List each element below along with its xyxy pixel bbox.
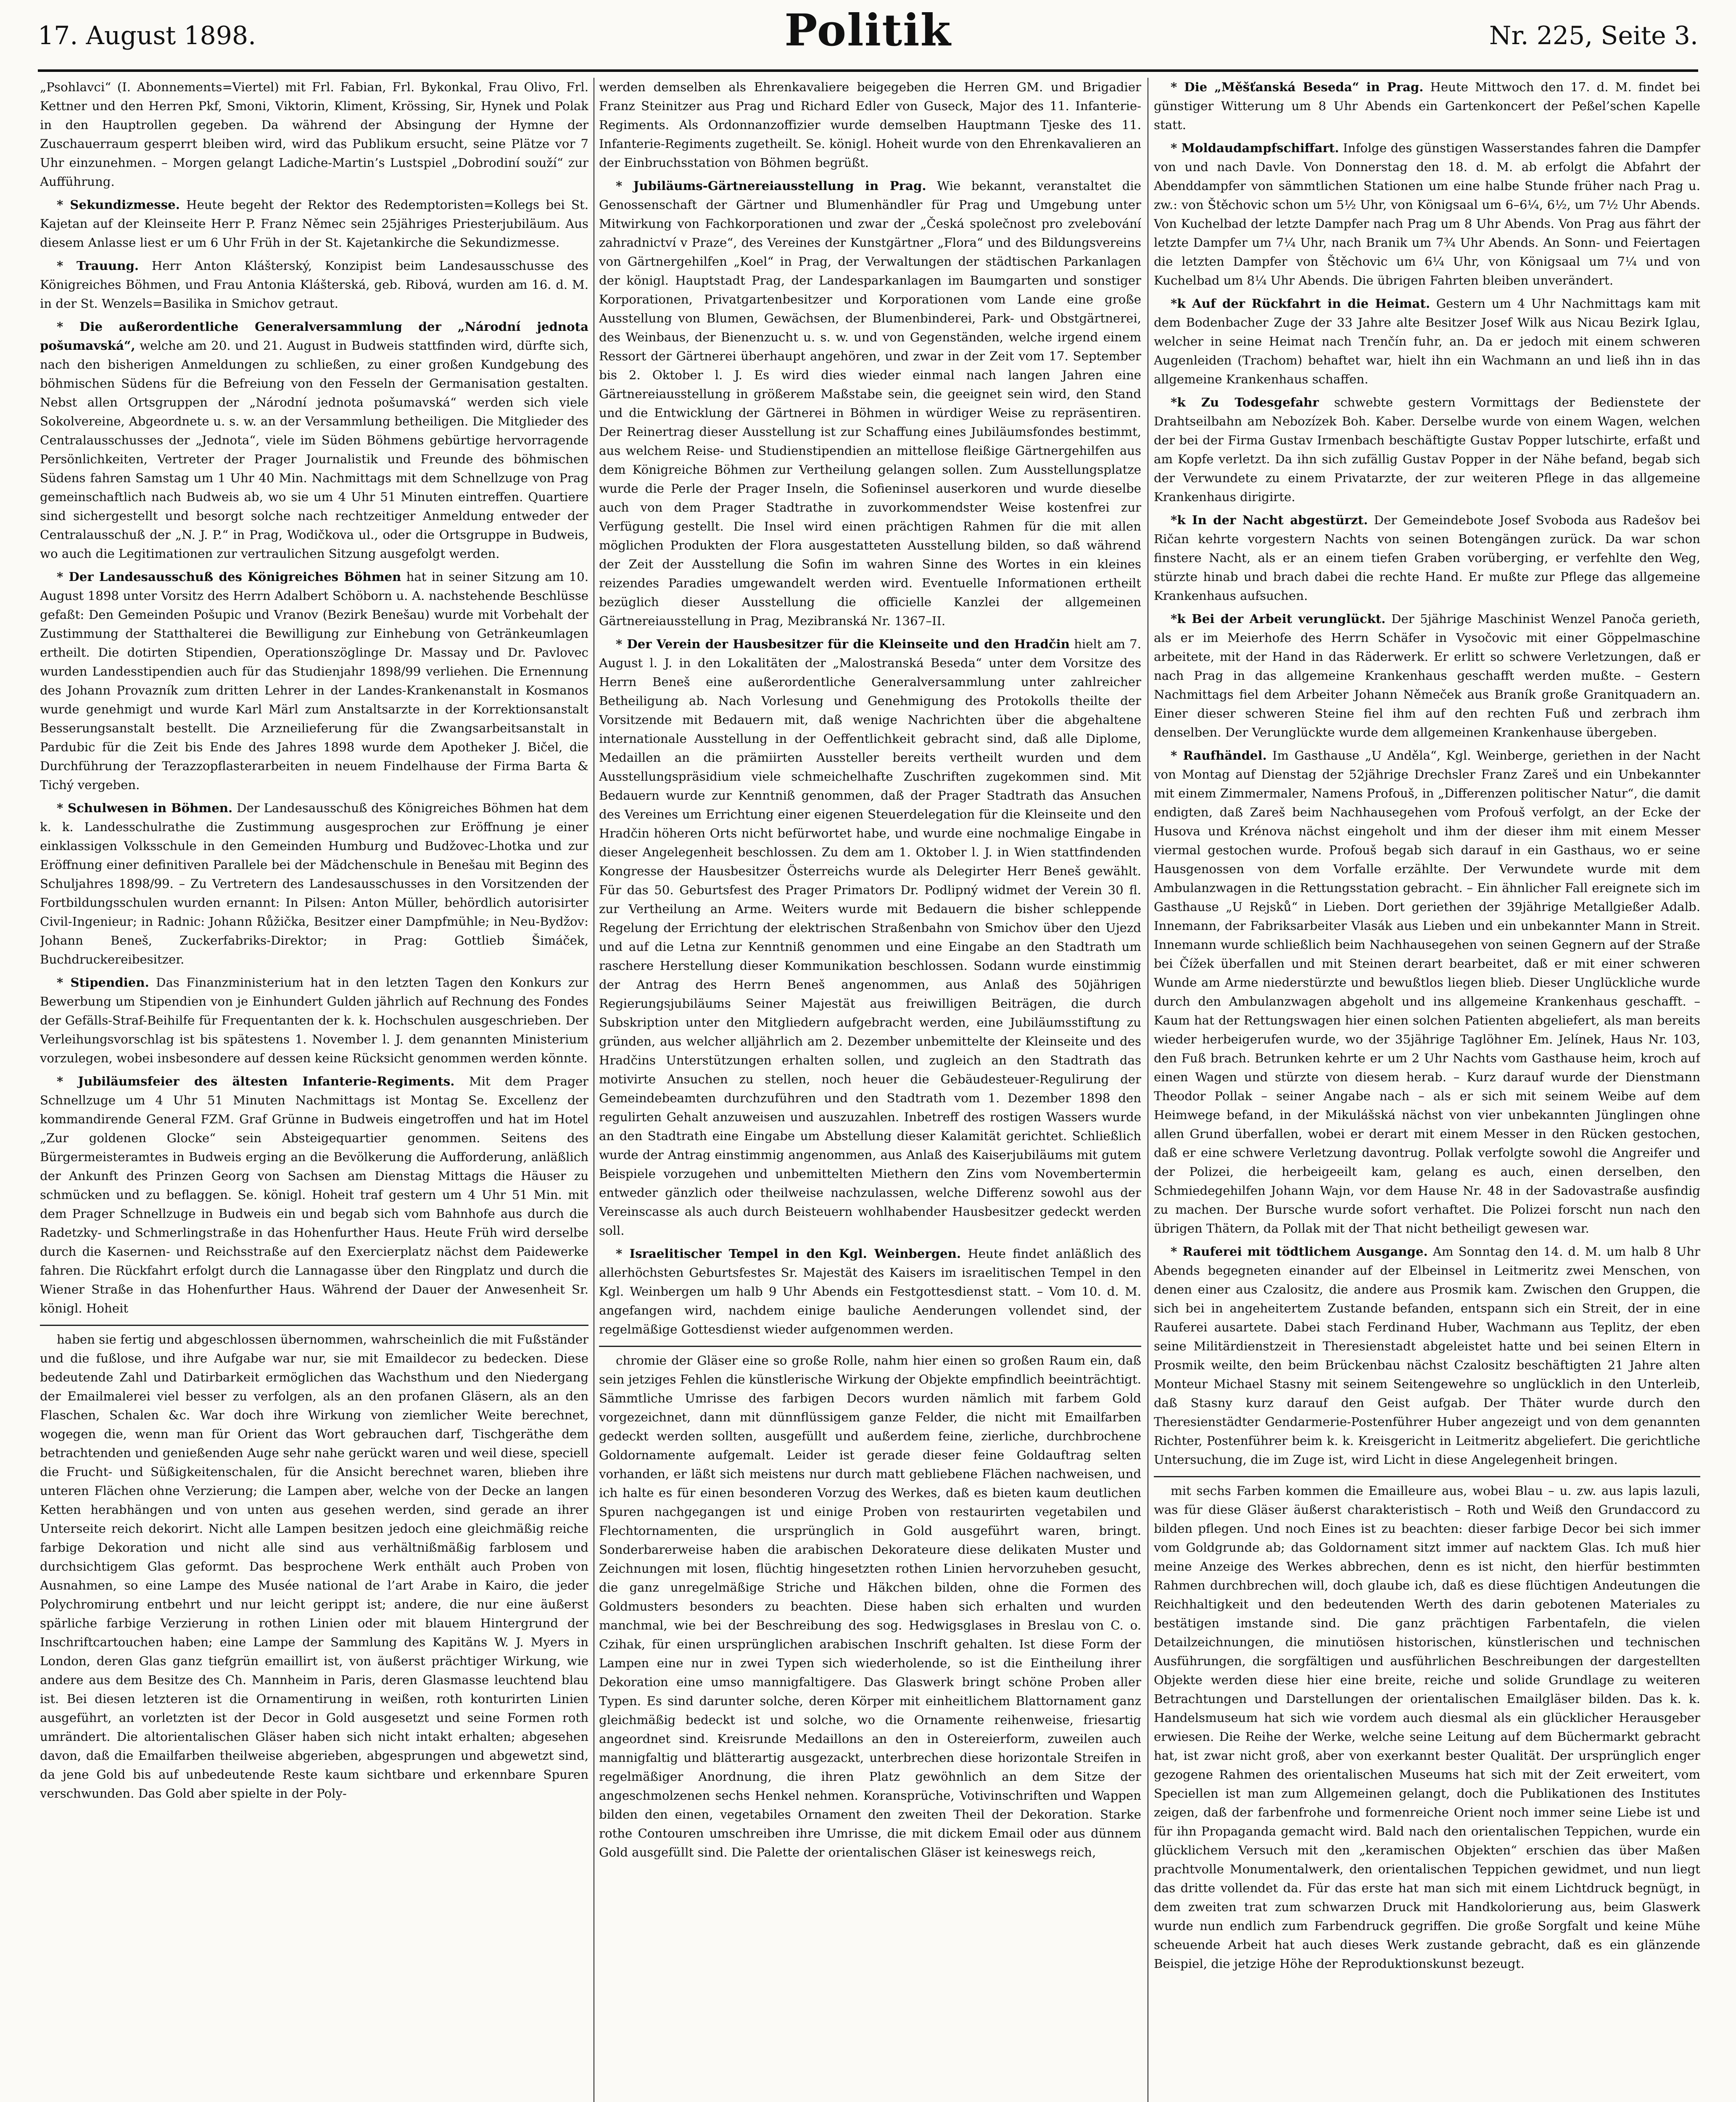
news-item-headline: *k In der Nacht abgestürzt. (1171, 513, 1368, 527)
news-item (599, 635, 1141, 1240)
news-item (40, 256, 588, 313)
news-item-text: welche am 20. und 21. August in Budweis stattfinden wird, dürfte sich, nach den bisherigen Anmeldungen zu schließen, zu einer großen Kundgebung des böhmischen Südens für die Befreiung von den Fesseln der Germanisation gestalten. Nebst allen Ortsgruppen der „Národní jednota pošumavská“ werden sich viele Sokolvereine, Abgeordnete u. s. w. an der Versammlung betheiligen. Die Mitglieder des Centralausschusses der „Jednota“, viele im Süden Böhmens gebürtige hervorragende Persönlichkeiten, Vertreter der Prager Journalistik und Freunde des böhmischen Südens fahren Samstag um 1 Uhr 40 Min. Nachmittags mit dem Schnellzuge von Prag gemeinschaftlich nach Budweis ab, wo sie um 4 Uhr 51 Minuten eintreffen. Quartiere sind sichergestellt und besorgt solche nach rechtzeitiger Anmeldung entweder der Centralausschuß der „N. J. P.“ in Prag, Wodičkova ul., oder die Ortsgruppe in Budweis, wo auch die Legitimationen zur vertraulichen Sitzung ausgefolgt werden. (40, 338, 588, 561)
news-item-text: Mit dem Prager Schnellzuge um 4 Uhr 51 Minuten Nachmittags ist Montag Se. Excellenz der kommandirende General FZM. Graf Grünne in Budweis eingetroffen und hat im Hotel „Zur goldenen Glocke“ sein Absteigequartier genommen. Seitens des Bürgermeisteramtes in Budweis erging an die Bevölkerung die Aufforderung, anläßlich der Ankunft des Prinzen Georg von Sachsen am Dienstag Mittags die Häuser zu schmücken und zu beflaggen. Se. königl. Hoheit traf gestern um 4 Uhr 51 Min. mit dem Prager Schnellzuge in Budweis ein und begab sich vom Bahnhofe aus durch die Radetzky- und Schmerlingstraße in das Hohenfurther Haus. Heute Früh wird derselbe durch die Kasernen- und Reichsstraße auf den Exercierplatz nächst dem Paidewerke fahren. Die Rückfahrt erfolgt durch die Lannagasse über den Ringplatz und durch die Wiener Straße in das Hohenfurther Haus. Während der Dauer der Anwesenheit Sr. königl. Hoheit (40, 1074, 588, 1315)
news-item-text: Heute findet anläßlich des allerhöchsten Geburtsfestes Sr. Majestät des Kaisers im israelitischen Tempel in den Kgl. Weinbergen um halb 9 Uhr Abends ein Festgottesdienst statt. – Vom 10. d. M. angefangen wird, nachdem einige bauliche Aenderungen vollendet sind, der regelmäßige Gottesdienst wieder aufgenommen werden. (599, 1246, 1141, 1336)
column-1-articles (40, 78, 588, 1318)
news-item-headline: * Der Landesausschuß des Königreiches Böhmen (57, 570, 401, 584)
news-item-headline: * Sekundizmesse. (57, 198, 180, 212)
news-item (1154, 139, 1700, 290)
news-item (40, 78, 588, 191)
news-item-headline: * Die außerordentliche Generalversammlung der „Národní jednota pošumavská“, (40, 320, 588, 353)
section-divider-1 (40, 1325, 588, 1326)
news-item-headline: * Israelitischer Tempel in den Kgl. Weinbergen. (616, 1246, 961, 1261)
news-item-text: Im Gasthause „U Anděla“, Kgl. Weinberge, geriethen in der Nacht von Montag auf Dienstag der 52jährige Drechsler Franz Zareš und ein Unbekannter mit einem Zimmermaler, Namens Profouš, in „Differenzen politischer Natur“, die damit endigten, daß Zareš beim Nachhausegehen vom Profouš verfolgt, an der Ecke der Husova und Krénova nächst eingeholt und ihm der dieser ihm mit einem Messer viermal gestochen wurde. Profouš begab sich darauf in ein Gasthaus, wo er seine Hausgenossen von dem Vorfalle erzählte. Der Verwundete wurde mit dem Ambulanzwagen in die Rettungsstation gebracht. – Ein ähnlicher Fall ereignete sich im Gasthause „U Rejsků“ in Lieben. Dort geriethen der 39jährige Metallgießer Adalb. Innemann, der Fabriksarbeiter Vlasák aus Lieben und ein unbekannter Mann in Streit. Innemann wurde schließlich beim Nachhausegehen von seinen Gegnern auf der Straße bei Čížek überfallen und mit Steinen derart bearbeitet, daß er mit einer schweren Wunde am Arme niederstürzte und bewußtlos liegen blieb. Dieser Unglückliche wurde durch den Ambulanzwagen abgeholt und ins allgemeine Krankenhaus geschafft. – Kaum hat der Rettungswagen hier einen solchen Patienten abgeliefert, als man bereits wieder herbeigerufen wurde, wo der 35jährige Taglöhner Em. Jelínek, Haus Nr. 103, den Fuß brach. Betrunken kehrte er um 2 Uhr Nachts vom Gasthause heim, kroch auf einen Wagen und stürzte von diesem herab. – Kurz darauf wurde der Dienstmann Theodor Pollak – seiner Angabe nach – als er sich mit seinem Weibe auf dem Heimwege befand, in der Mikulášská nächst von vier unbekannten Jünglingen ohne allen Grund überfallen, wobei er derart mit einem Messer in den Rücken gestochen, daß er eine schwere Verletzung davontrug. Pollak verfolgte sowohl die Angreifer und der Polizei, die herbeigeeilt kam, gelang es auch, einen derselben, den Schmiedegehilfen Johann Wajn, vor dem Hause Nr. 48 in der Sadovastraße ausfindig zu machen. Der Bursche wurde sofort verhaftet. Die Polizei forscht nun nach den übrigen Thätern, da Pollak mit der That nicht betheiligt gewesen war. (1154, 748, 1700, 1236)
news-item-headline: * Stipendien. (57, 975, 149, 990)
news-item-headline: * Der Verein der Hausbesitzer für die Kleinseite und den Hradčin (616, 637, 1070, 651)
news-item-text: hat in seiner Sitzung am 10. August 1898 unter Vorsitz des Herrn Adalbert Schöborn u. A. nachstehende Beschlüsse gefaßt: Den Gemeinden Pošupic und Vranov (Bezirk Benešau) wurde mit Vorbehalt der Zustimmung der Statthalterei die Bewilligung zur Einhebung von Getränkeumlagen ertheilt. Die dotirten Stipendien, Operationszöglinge Dr. Massay und Dr. Pavlovec wurden Landesstipendien auch für das Studienjahr 1898/99 verliehen. Die Ernennung des Johann Provazník zum dritten Lehrer in der Landes-Krankenanstalt in Kosmanos wurde genehmigt und wurde Karl Märl zum Anstaltsarzte in der Korrektionsanstalt Besserungsanstalt bestellt. Die Arzneilieferung für die Zwangsarbeitsanstalt in Pardubic für die Zeit bis Ende des Jahres 1898 wurde dem Apotheker J. Bičel, die Durchführung der Terazzopflasterarbeiten in neuem Findelhause der Firma Barta & Tichý vergeben. (40, 570, 588, 792)
column-2 (599, 78, 1141, 2102)
news-item (1154, 746, 1700, 1238)
header-rule (38, 69, 1698, 72)
news-item-headline: * Schulwesen in Böhmen. (57, 801, 233, 815)
news-item-headline: *k Bei der Arbeit verunglückt. (1171, 612, 1386, 626)
section-divider-2 (599, 1346, 1141, 1347)
news-item (1154, 511, 1700, 605)
news-item (40, 1072, 588, 1318)
news-item (1154, 393, 1700, 507)
news-item-text: Heute begeht der Rektor des Redemptoristen=Kollegs bei St. Kajetan auf der Kleinseite Herr P. Franz Němec sein 25jähriges Priesterjubiläum. Aus diesem Anlasse liest er um 6 Uhr Früh in der St. Kajetankirche die Sekundizmesse. (40, 198, 588, 250)
masthead-title: Politik (784, 4, 952, 56)
news-item-headline: * Raufhändel. (1171, 748, 1267, 763)
news-item-text: „Psohlavci“ (I. Abonnements=Viertel) mit Frl. Fabian, Frl. Bykonkal, Frau Olivo, Frl. Kettner und den Herren Pkf, Smoni, Viktorin, Kliment, Krössing, Sir, Hynek und Polak in den Hauptrollen gegeben. Da während der Absingung der Hymne der Zuschauerraum gesperrt bleiben wird, wird das Publikum ersucht, seine Plätze vor 7 Uhr einzunehmen. – Morgen gelangt Ladiche-Martin’s Lustspiel „Dobrodiní souží“ zur Aufführung. (40, 80, 588, 189)
news-item-text: Der Landesausschuß des Königreiches Böhmen hat dem k. k. Landesschulrathe die Zustimmung ausgesprochen zur Eröffnung je einer einklassigen Volksschule in den Gemeinden Humburg und Budžovec-Lhotka und zur Eröffnung einer definitiven Parallele bei der Mädchenschule in Benešau mit Beginn des Schuljahres 1898/99. – Zu Vertretern des Landesausschusses in den Vorsitzenden der Fortbildungsschulen wurden ernannt: In Pilsen: Anton Müller, behördlich autorisirter Civil-Ingenieur; in Radnic: Johann Růžička, Besitzer einer Dampfmühle; in Neu-Bydžov: Johann Beneš, Zuckerfabriks-Direktor; in Prag: Gottlieb Šimáček, Buchdruckereibesitzer. (40, 801, 588, 966)
news-item (1154, 78, 1700, 135)
news-item-text: Herr Anton Klášterský, Konzipist beim Landesausschusse des Königreiches Böhmen, und Frau Antonia Klášterská, geb. Ribová, wurden am 16. d. M. in der St. Wenzels=Basilika in Smichov getraut. (40, 259, 588, 311)
news-item-text: Das Finanzministerium hat in den letzten Tagen den Konkurs zur Bewerbung um Stipendien von je Einhundert Gulden jährlich auf Rechnung des Fondes der Gefälls-Straf-Beihilfe für Frequentanten der k. k. Hochschulen ausgeschrieben. Der Verleihungsvorschlag ist bis spätestens 1. November l. J. dem genannten Ministerium vorzulegen, wobei insbesondere auf dessen keine Rücksicht genommen werden könnte. (40, 975, 588, 1065)
issue-page-number: Nr. 225, Seite 3. (1489, 21, 1698, 50)
news-item-headline: * Trauung. (57, 259, 139, 273)
feuilleton-text-1: haben sie fertig und abgeschlossen übernommen, wahrscheinlich die mit Fußständer und die fußlose, und ihre Aufgabe war nur, sie mit Emaildecor zu bedecken. Diese bedeutende Zahl und Datirbarkeit ermöglichen das Wachsthum und den Niedergang der Emailmalerei viel besser zu verfolgen, als an den profanen Gläsern, als an den Flaschen, Schalen &c. War doch ihre Wirkung von ziemlicher Weite berechnet, wogegen die, wenn man für Orient das Wort gebrauchen darf, Tischgeräthe dem betrachtenden und genießenden Auge sehr nahe gerückt waren und weil diese, speciell die Frucht- und Süßigkeitenschalen, für die Ansicht berechnet waren, blieben ihre unteren Flächen ohne Verzierung; die Lampen aber, welche von der Decke an langen Ketten herabhängen und von unten aus gesehen werden, sind gerade an ihrer Unterseite reich dekorirt. Nicht alle Lampen besitzen jedoch eine gleichmäßig reiche farbige Dekoration und nicht alle sind aus verhältnißmäßig farblosem und durchsichtigem Glas geformt. Das besprochene Werk enthält auch Proben von Ausnahmen, so eine Lampe des Musée national de l’art Arabe in Kairo, die jeder Polychromirung entbehrt und nur leicht gerippt ist; andere, die nur eine äußerst spärliche farbige Verzierung in rothen Linien oder mit blauem Hintergrund der Inschriftcartouchen haben; eine Lampe der Sammlung des Kapitäns W. J. Myers in London, deren Glas ganz tiefgrün emaillirt ist, von äußerst prächtiger Wirkung, wie andere aus dem Besitze des Ch. Mannheim in Paris, deren Glasmasse leuchtend blau ist. Bei diesen letzteren ist die Ornamentirung in weißen, roth konturirten Linien ausgeführt, an vorletzten ist der Decor in Gold ausgesetzt und seine Formen roth umrändert. Die altorientalischen Gläser haben sich nicht intakt erhalten; abgesehen davon, daß die Emailfarben theilweise abgerieben, abgesprungen und abgewetzt sind, da jene Gold bis auf unbedeutende Reste kaum sichtbare und erkennbare Spuren verschwunden. Das Gold aber spielte in der Poly- (40, 1332, 588, 1801)
news-item (1154, 294, 1700, 389)
column-3 (1154, 78, 1700, 2102)
news-item (599, 78, 1141, 172)
news-item (1154, 610, 1700, 742)
news-item (599, 177, 1141, 631)
news-item-text: Am Sonntag den 14. d. M. um halb 8 Uhr Abends begegneten einander auf der Elbeinsel in Leitmeritz zwei Menschen, von denen einer aus Czalositz, die andere aus Prosmik kam. Zwischen den Gruppen, die sich bei in angeheitertem Zustande befanden, entspann sich ein Streit, der in eine Rauferei ausartete. Dabei stach Ferdinand Huber, Wachmann aus Teplitz, der eben seine Militärdienstzeit in Theresienstadt abgeleistet hatte und bei seinen Eltern in Prosmik weilte, den beim Brückenbau nächst Czalositz beschäftigten 21 Jahre alten Monteur Michael Stasny mit seinem Seitengewehre so unglücklich in den Unterleib, daß Stasny kurz darauf den Geist aufgab. Der Thäter wurde durch den Theresienstädter Gendarmerie-Postenführer Huber angezeigt und von dem genannten Richter, Postenführer beim k. k. Kreisgericht in Leitmeritz abgeliefert. Die gerichtliche Untersuchung, die im Zuge ist, wird Licht in diese Angelegenheit bringen. (1154, 1244, 1700, 1467)
column-3-articles (1154, 78, 1700, 1469)
page-header (38, 4, 1698, 67)
news-item (40, 568, 588, 795)
news-item (40, 317, 588, 563)
news-item-headline: *k Zu Todesgefahr (1171, 395, 1319, 409)
news-item-text: Gestern um 4 Uhr Nachmittags kam mit dem Bodenbacher Zuge der 33 Jahre alte Besitzer Josef Wilk aus Nicau Bezirk Iglau, welcher in seine Heimat nach Trenčín fuhr, an. Da er jedoch mit einem schweren Augenleiden (Trachom) behaftet war, hielt ihn ein Wachmann an und ließ ihn in das allgemeine Krankenhaus schaffen. (1154, 296, 1700, 386)
news-item-text: Wie bekannt, veranstaltet die Genossenschaft der Gärtner und Blumenhändler für Prag und Umgebung unter Mitwirkung von Fachkorporationen und zwar der „Česká společnost pro zvelebování zahradnictví v Praze“, des Vereines der Kunstgärtner „Flora“ und des Bildungsvereins von Gärtnergehilfen „Koel“ in Prag, der Verwaltungen der städtischen Parkanlagen der königl. Hauptstadt Prag, der Landesparkanlagen im Baumgarten und sonstiger Korporationen, Privatgartenbesitzer und Korporationen vom Lande eine große Ausstellung von Blumen, Gewächsen, der Blumenbinderei, Park- und Obstgärtnerei, des Weinbaus, der Bienenzucht u. s. w. und von Gegenständen, welche irgend einem Ressort der Gärtnerei überhaupt angehören, und zwar in der Zeit vom 17. September bis 2. Oktober l. J. Es wird dies wieder einmal nach langen Jahren eine Gärtnereiausstellung in größerem Maßstabe sein, die geeignet sein wird, den Stand und die Entwicklung der Gärtnerei in Böhmen in würdiger Weise zu repräsentiren. Der Reinertrag dieser Ausstellung ist zur Schaffung eines Jubiläumsfondes bestimmt, aus welchem Reise- und Studienstipendien an mittellose fleißige Gärtnergehilfen aus dem Königreiche Böhmen zur Vertheilung gelangen sollen. Zum Ausstellungsplatze wurde die Perle der Prager Inseln, die Sofieninsel auserkoren und wurde dieselbe auch von dem Prager Stadtrathe in zuvorkommendster Weise kostenfrei zur Verfügung gestellt. Die Insel wird einen prächtigen Rahmen für die mit allen möglichen Produkten der Flora ausgestatteten Ausstellung bilden, so daß während der Zeit der Ausstellung die Sofin im wahren Sinne des Wortes in ein kleines reizendes Paradies umgewandelt werden wird. Eventuelle Informationen ertheilt bezüglich dieser Ausstellung die officielle Kanzlei der allgemeinen Gärtnereiausstellung in Prag, Mezibranská Nr. 1367–II. (599, 179, 1141, 628)
news-item (40, 973, 588, 1068)
news-item (599, 1244, 1141, 1339)
feuilleton-text-3: mit sechs Farben kommen die Emailleure aus, wobei Blau – u. zw. aus lapis lazuli, was für diese Gläser äußerst charakteristisch – Roth und Weiß den Grundaccord zu bilden pflegen. Und noch Eines ist zu beachten: dieser farbige Decor bei sich immer vom Goldgrunde ab; das Goldornament sitzt immer auf nacktem Glas. Ich muß hier meine Anzeige des Werkes abbrechen, denn es ist nicht, den hierfür bestimmten Rahmen durchbrechen will, doch glaube ich, daß es diese flüchtigen Andeutungen die Reichhaltigkeit und den bedeutenden Werth des darin gebotenen Materiales zu bestätigen imstande sind. Die ganz prächtigen Farbentafeln, die vielen Detailzeichnungen, die minutiösen historischen, künstlerischen und technischen Ausführungen, die sorgfältigen und ausführlichen Beschreibungen der dargestellten Objekte werden diese hier eine breite, reiche und solide Grundlage zu weiteren Betrachtungen und Darstellungen der orientalischen Emailgläser bilden. Das k. k. Handelsmuseum hat sich wie vordem auch diesmal als ein glücklicher Herausgeber erwiesen. Die Reihe der Werke, welche seine Leitung auf dem Büchermarkt gebracht hat, ist zwar nicht groß, aber von exerkannt bester Qualität. Der ursprünglich enger gezogene Rahmen des orientalischen Museums hat sich mit der Zeit erweitert, vom Speciellen ist man zum Allgemeinen gelangt, doch die Publikationen des Institutes zeigen, daß der farbenfrohe und formenreiche Orient noch immer seine Liebe ist und für ihn Propaganda gemacht wird. Bald nach den orientalischen Teppichen, wurde ein glücklichem Versuch mit den „keramischen Objekten“ erschien das über Maßen prachtvolle Monumentalwerk, den orientalischen Teppichen gewidmet, und nun liegt das dritte vollendet da. Für das erste hat man sich mit einem Lichtdruck begnügt, in dem zweiten trat zum schwarzen Druck mit Handkolorierung aus, beim Glaswerk wurde nun endlich zum Farbendruck gegriffen. Die große Sorgfalt und keine Mühe scheuende Arbeit hat auch dieses Werk zustande gebracht, daß es ein glänzende Beispiel, die jetzige Höhe der Reproduktionskunst bezeugt. (1154, 1484, 1700, 1971)
news-item-headline: * Jubiläums-Gärtnereiausstellung in Prag. (616, 179, 926, 193)
news-item-text: hielt am 7. August l. J. in den Lokalitäten der „Malostranská Beseda“ unter dem Vorsitze des Herrn Beneš eine außerordentliche Generalversammlung unter zahlreicher Betheiligung ab. Nach Vorlesung und Genehmigung des Protokolls theilte der Vorsitzende mit Bedauern mit, daß wenige Nachrichten über die abgehaltene internationale Ausstellung in der Oeffentlichkeit gebracht sind, daß alle Diplome, Medaillen an die prämiirten Aussteller bereits vertheilt wurden und dem Ausstellungspräsidium viele schmeichelhafte Zuschriften zugekommen sind. Mit Bedauern wurde zur Kenntniß genommen, daß der Prager Stadtrath das Ansuchen des Vereines um Errichtung einer eigenen Steuerdelegation für die Kleinseite und den Hradčin höheren Orts nicht befürwortet habe, und wurde eine nochmalige Eingabe in dieser Angelegenheit beschlossen. Zu dem am 1. Oktober l. J. in Wien stattfindenden Kongresse der Hausbesitzer Österreichs wurde als Delegirter Herr Beneš gewählt. Für das 50. Geburtsfest des Prager Primators Dr. Podlipný widmet der Verein 30 fl. zur Vertheilung an Arme. Weiters wurde mit Bedauern die bisher schleppende Regelung der Errichtung der elektrischen Straßenbahn von Smichov über den Ujezd und auf die Letna zur Kenntniß genommen und eine Eingabe an den Stadtrath um raschere Herstellung dieser Kommunikation beschlossen. Sodann wurde einstimmig der Antrag des Herrn Beneš angenommen, aus Anlaß des 50jährigen Regierungsjubiläums Seiner Majestät aus freiwilligen Beiträgen, die durch Subskription unter den Mitgliedern aufgebracht werden, eine Jubiläumsstiftung zu gründen, aus welcher alljährlich am 2. Dezember unbemittelte der Kleinseite und des Hradčins Unterstützungen erhalten sollen, und zugleich an den Stadtrath das motivirte Ansuchen zu stellen, noch heuer die Gebäudesteuer-Regulirung der Gemeindebeamten durchzuführen und den Stadtrath vom 1. Dezember 1898 den regulirten Gehalt anzuweisen und auszuzahlen. Inbetreff des rostigen Wassers wurde an den Stadtrath eine Eingabe um Abstellung dieser Kalamität gerichtet. Schließlich wurde der Antrag einstimmig angenommen, aus Anlaß des Kaiserjubiläums mit gutem Beispiele vorzugehen und unbemittelten Miethern den Zins vom Novembertermin entweder gänzlich oder theilweise nachzulassen, welche Differenz sowohl aus der Vereinscasse als auch durch Beisteuern wohlhabender Hausbesitzer gedeckt werden soll. (599, 637, 1141, 1238)
section-divider-3 (1154, 1476, 1700, 1477)
news-item-text: Der 5jährige Maschinist Wenzel Panoča gerieth, als er im Meierhofe des Herrn Schäfer in Vysočovic mit einer Göppelmaschine arbeitete, mit der Hand in das Räderwerk. Er erlitt so schwere Verletzungen, daß er nach Prag in das allgemeine Krankenhaus geschafft werden mußte. – Gestern Nachmittags fiel dem Arbeiter Johann Němeček aus Braník große Granitquadern an. Einer dieser schweren Steine fiel ihm auf den rechten Fuß und zerbrach ihm denselben. Der Verunglückte wurde dem allgemeinen Krankenhause übergeben. (1154, 612, 1700, 739)
news-item-text: Der Gemeindebote Josef Svoboda aus Radešov bei Ričan kehrte vorgestern Nachts von seinen Botengängen zurück. Da war schon finstere Nacht, als er an einem tiefen Graben vorüberging, er verfehlte den Weg, stürzte hinab und brach dabei die rechte Hand. Er mußte zur Pflege das allgemeine Krankenhaus aufsuchen. (1154, 513, 1700, 603)
issue-date: 17. August 1898. (38, 21, 256, 50)
column-2-articles (599, 78, 1141, 1339)
news-item (1154, 1242, 1700, 1469)
news-item (40, 799, 588, 969)
news-item-headline: * Die „Měšťanská Beseda“ in Prag. (1171, 80, 1424, 94)
news-item-headline: * Jubiläumsfeier des ältesten Infanterie-Regiments. (57, 1074, 455, 1088)
news-item-text: werden demselben als Ehrenkavaliere beigegeben die Herren GM. und Brigadier Franz Steinitzer aus Prag und Richard Edler von Guseck, Major des 11. Infanterie-Regiments. Als Ordonnanzoffizier wurde demselben Hauptmann Tjeske des 11. Infanterie-Regiments zugetheilt. Se. königl. Hoheit wurde von den Ehrenkavalieren an der Einbruchsstation von Böhmen begrüßt. (599, 80, 1141, 170)
news-item-text: Infolge des günstigen Wasserstandes fahren die Dampfer von und nach Davle. Von Donnerstag den 18. d. M. ab erfolgt die Abfahrt der Abenddampfer von sämmtlichen Stationen um eine halbe Stunde früher nach Prag u. zw.: von Štěchovic schon um 5½ Uhr, von Königsaal um 6–6¼, 6½, um 7½ Uhr Abends. Von Kuchelbad der letzte Dampfer nach Prag um 8 Uhr Abends. Von Prag aus fährt der letzte Dampfer um 7¼ Uhr, nach Branik um 7¾ Uhr Abends. An Sonn- und Feiertagen die letzten Dampfer von Štěchovic um 6¼ Uhr, von Königsaal um 7¼ und von Kuchelbad um 8¼ Uhr Abends. Die übrigen Fahrten bleiben unverändert. (1154, 141, 1700, 288)
column-1 (40, 78, 588, 2102)
news-item-text: Heute Mittwoch den 17. d. M. findet bei günstiger Witterung um 8 Uhr Abends ein Gartenkoncert der Peßel’schen Kapelle statt. (1154, 80, 1700, 132)
news-item-headline: *k Auf der Rückfahrt in die Heimat. (1171, 296, 1430, 311)
feuilleton-text-2: chromie der Gläser eine so große Rolle, nahm hier einen so großen Raum ein, daß sein jetziges Fehlen die künstlerische Wirkung der Objekte empfindlich beeinträchtigt. Sämmtliche Umrisse des farbigen Decors wurden nämlich mit farbem Gold vorgezeichnet, dann mit dünnflüssigem ganze Felder, die nicht mit Emailfarben gedeckt werden sollten, ausgefüllt und außerdem feine, zierliche, durchbrochene Goldornamente aufgemalt. Leider ist gerade dieser feine Goldauftrag selten vorhanden, er läßt sich meistens nur durch matt gebliebene Flächen nachweisen, und ich halte es für einen besonderen Vorzug des Werkes, daß es bieten kaum deutlichen Spuren nachgegangen ist und einige Proben von restaurirten vegetabilen und Flechtornamenten, die ursprünglich in Gold ausgeführt waren, bringt. Sonderbarerweise haben die arabischen Dekorateure diese delikaten Muster und Zeichnungen mit losen, flüchtig hingesetzten rothen Linien hervorzuheben gesucht, die ganz unregelmäßige Striche und Häkchen bilden, ohne die Formen des Goldmusters besonders zu beachten. Diese haben sich erhalten und wurden manchmal, wie bei der Beschreibung des sog. Hedwigsglases in Breslau von C. o. Czihak, für einen ursprünglichen arabischen Inschrift gehalten. Ist diese Form der Lampen eine nur in zwei Typen sich wiederholende, so ist die Eintheilung ihrer Dekoration eine umso mannigfaltigere. Das Glaswerk bringt schöne Proben aller Typen. Es sind darunter solche, deren Körper mit einheitlichem Blattornament ganz gleichmäßig bedeckt ist und solche, wo die Ornamente reihenweise, friesartig angeordnet sind. Kreisrunde Medaillons an den in Ostereierform, zuweilen auch mannigfaltig und blätterartig ausgezackt, unterbrechen diese horizontale Streifen in regelmäßiger Anordnung, die ihren Platz gewöhnlich an dem Sitze der angeschmolzenen sechs Henkel nehmen. Koransprüche, Votivinschriften und Wappen bilden den einen, vegetabiles Ornament den zweiten Theil der Dekoration. Starke rothe Contouren umschreiben ihre Umrisse, die mit dickem Email oder aus dünnem Gold ausgefüllt sind. Die Palette der orientalischen Gläser ist keineswegs reich, (599, 1353, 1141, 1859)
news-item-headline: * Moldaudampfschiffart. (1171, 141, 1339, 155)
news-item-headline: * Rauferei mit tödtlichem Ausgange. (1171, 1244, 1428, 1259)
news-item (40, 195, 588, 252)
news-item-text: schwebte gestern Vormittags der Bedienstete der Drahtseilbahn am Nebozízek Boh. Kaber. Derselbe wurde von einem Wagen, welchen der bei der Firma Gustav Irmenbach beschäftigte Gustav Popper lutschirte, erfaßt und am Kopfe verletzt. Da ihn sich zufällig Gustav Popper in der Nähe befand, begab sich der Verwundete zu einem Privatarzte, der zur weiteren Pflege in das allgemeine Krankenhaus dirigirte. (1154, 395, 1700, 504)
